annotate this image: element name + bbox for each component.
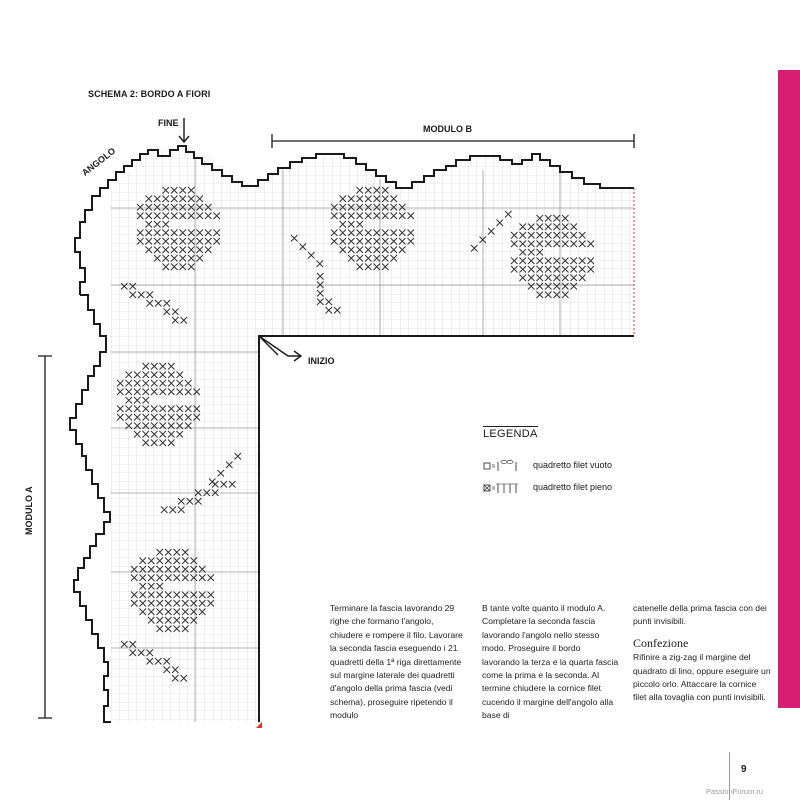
page-number: 9 [741,764,747,775]
legend-label: quadretto filet vuoto [533,460,613,470]
instructions-column-3 [633,602,771,705]
instructions-text: Terminare la fascia lavorando 29 righe che formano l'angolo, chiudere e rompere il filo. Lavorare la seconda fascia eseguendo i 21 quadretti della 1ª riga direttamente sul margine laterale dei quadretti d'angolo della prima fascia (vedi schema), proseguire ripetendo il modulo [330,603,463,721]
fine-label: FINE [158,118,179,128]
watermark: PassionForum.ru [706,787,764,796]
filled-square-icon [483,481,528,495]
instructions-column-2 [482,602,620,723]
confezione-text: Rifinire a zig-zag il margine del quadrato di lino, oppure eseguire un piccolo orlo. Attaccare la cornice filet alla tovaglia con punti invisibili. [633,652,771,703]
modulo-b-label: MODULO B [423,124,472,134]
angolo-label: ANGOLO [80,145,118,178]
instructions-text: B tante volte quanto il modulo A. Completare la seconda fascia lavorando l'angolo nello stesso modo. Proseguire il bordo lavorando la terza e la quarta fascia come la prima e la seconda. Al termine chiudere la cornice filet cucendo il margine dell'angolo alla base di [482,603,619,721]
legend-item-empty [483,456,683,478]
confezione-heading: Confezione [633,635,689,650]
legend-item-filled [483,478,683,500]
legend [483,424,683,500]
schema-title: SCHEMA 2: BORDO A FIORI [88,89,211,99]
legend-title: LEGENDA [483,428,538,440]
inizio-label: INIZIO [308,356,335,366]
modulo-a-label: MODULO A [24,486,34,535]
legend-label: quadretto filet pieno [533,482,613,492]
empty-square-icon [483,459,528,473]
instructions-text: catenelle della prima fascia con dei punti invisibili. [633,603,767,627]
instructions-column-1 [330,602,468,723]
